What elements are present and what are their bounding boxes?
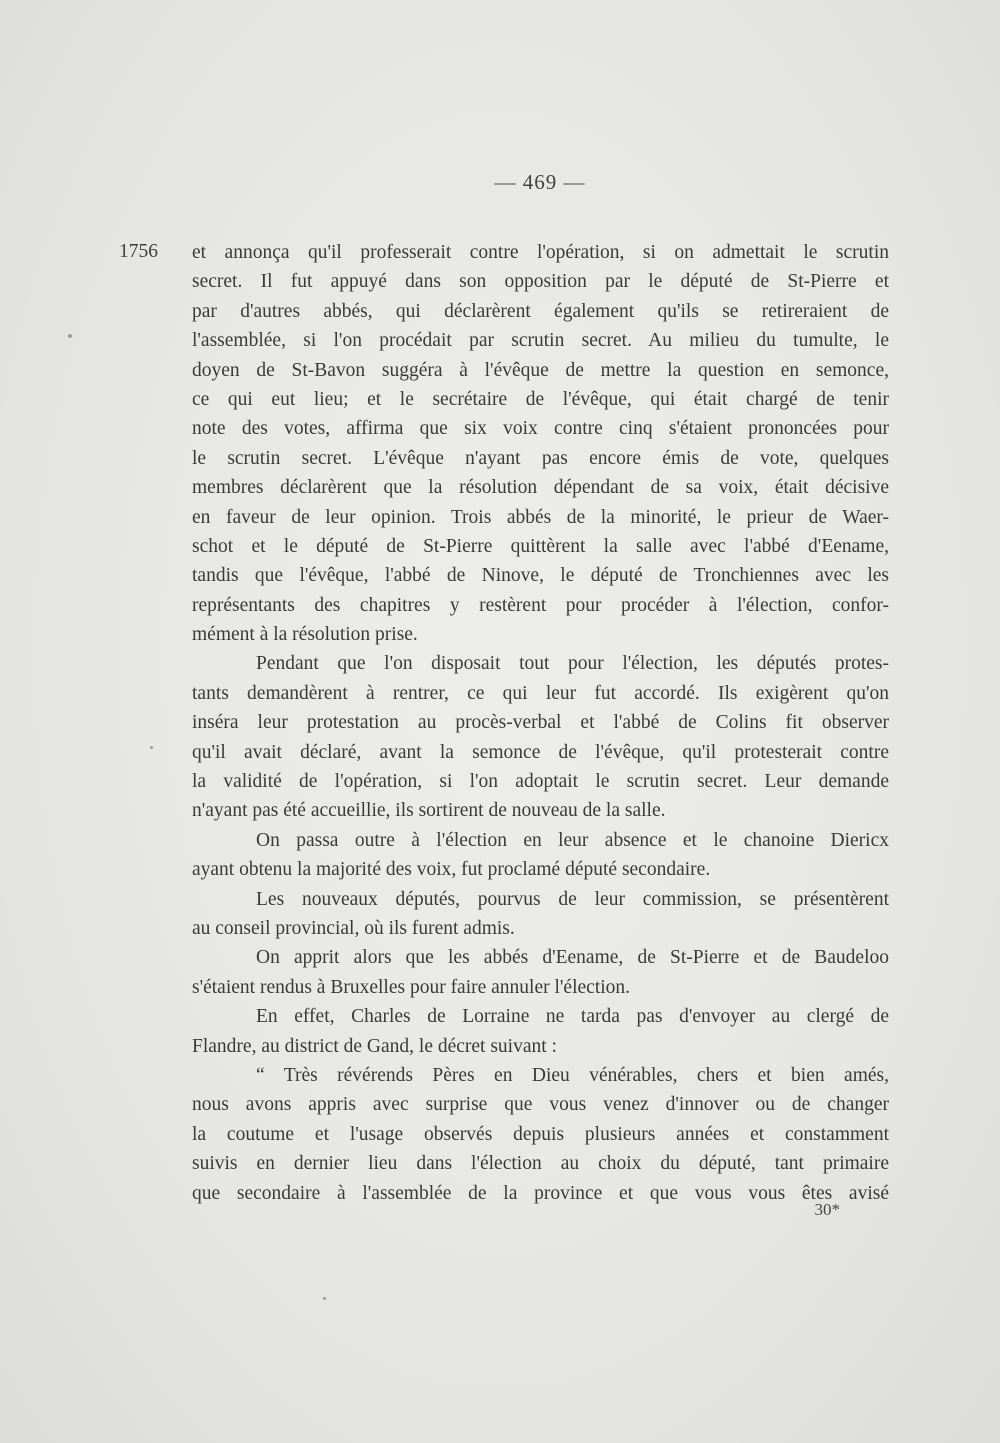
- text-line: tandis que l'évêque, l'abbé de Ninove, le député de Tronchiennes avec les: [192, 565, 889, 587]
- text-line: en faveur de leur opinion. Trois abbés de la minorité, le prieur de Waer-: [192, 506, 889, 528]
- text-line: tants demandèrent à rentrer, ce qui leur fut accordé. Ils exigèrent qu'on: [192, 682, 889, 704]
- text-line: secret. Il fut appuyé dans son opposition par le député de St-Pierre et: [192, 271, 889, 293]
- signature-mark: 30*: [814, 1200, 840, 1219]
- text-line: On passa outre à l'élection en leur absence et le chanoine Diericx: [256, 829, 889, 851]
- text-line: et annonça qu'il professerait contre l'opération, si on admettait le scrutin: [192, 242, 889, 263]
- text-line: nous avons appris avec surprise que vous venez d'innover ou de changer: [192, 1094, 889, 1116]
- text-line: n'ayant pas été accueillie, ils sortirent de nouveau de la salle.: [192, 800, 666, 822]
- text-line: Pendant que l'on disposait tout pour l'élection, les députés protes-: [256, 653, 889, 675]
- page-number: — 469 —: [494, 170, 586, 194]
- text-line: la coutume et l'usage observés depuis plusieurs années et constamment: [192, 1123, 889, 1145]
- paper-speck: [323, 1297, 326, 1300]
- text-line: Flandre, au district de Gand, le décret suivant :: [192, 1035, 557, 1057]
- text-line: note des votes, affirma que six voix contre cinq s'étaient prononcées pour: [192, 418, 889, 440]
- text-line: par d'autres abbés, qui déclarèrent également qu'ils se retireraient de: [192, 300, 889, 322]
- text-line: au conseil provincial, où ils furent admis.: [192, 917, 515, 939]
- text-line: mément à la résolution prise.: [192, 624, 418, 646]
- text-line: ce qui eut lieu; et le secrétaire de l'évêque, qui était chargé de tenir: [192, 388, 889, 410]
- paper-speck: [150, 746, 153, 749]
- text-line: le scrutin secret. L'évêque n'ayant pas encore émis de vote, quelques: [192, 447, 889, 469]
- text-line: que secondaire à l'assemblée de la province et que vous vous êtes avisé: [192, 1182, 889, 1204]
- text-line: En effet, Charles de Lorraine ne tarda pas d'envoyer au clergé de: [256, 1006, 889, 1028]
- text-line: représentants des chapitres y restèrent pour procéder à l'élection, confor-: [192, 594, 889, 616]
- text-line: l'assemblée, si l'on procédait par scrutin secret. Au milieu du tumulte, le: [192, 330, 889, 352]
- text-line: ayant obtenu la majorité des voix, fut proclamé député secondaire.: [192, 859, 711, 881]
- text-line: schot et le député de St-Pierre quittèrent la salle avec l'abbé d'Eename,: [192, 535, 889, 557]
- text-line: suivis en dernier lieu dans l'élection au choix du député, tant primaire: [192, 1153, 889, 1175]
- text-line: On apprit alors que les abbés d'Eename, de St-Pierre et de Baudeloo: [256, 947, 889, 969]
- text-line: la validité de l'opération, si l'on adoptait le scrutin secret. Leur demande: [192, 771, 889, 793]
- body-text: [192, 238, 889, 1208]
- text-line: doyen de St-Bavon suggéra à l'évêque de mettre la question en semonce,: [192, 359, 889, 381]
- text-line: Les nouveaux députés, pourvus de leur commission, se présentèrent: [256, 888, 889, 910]
- text-line: inséra leur protestation au procès-verbal et l'abbé de Colins fit observer: [192, 712, 889, 734]
- text-line: s'étaient rendus à Bruxelles pour faire annuler l'élection.: [192, 976, 631, 998]
- text-line: membres déclarèrent que la résolution dépendant de sa voix, était décisive: [192, 477, 889, 499]
- text-line: qu'il avait déclaré, avant la semonce de l'évêque, qu'il protesterait contre: [192, 741, 889, 763]
- text-line: “ Très révérends Pères en Dieu vénérables, chers et bien amés,: [256, 1064, 889, 1086]
- margin-year-note: 1756: [119, 241, 158, 262]
- paper-speck: [68, 334, 72, 338]
